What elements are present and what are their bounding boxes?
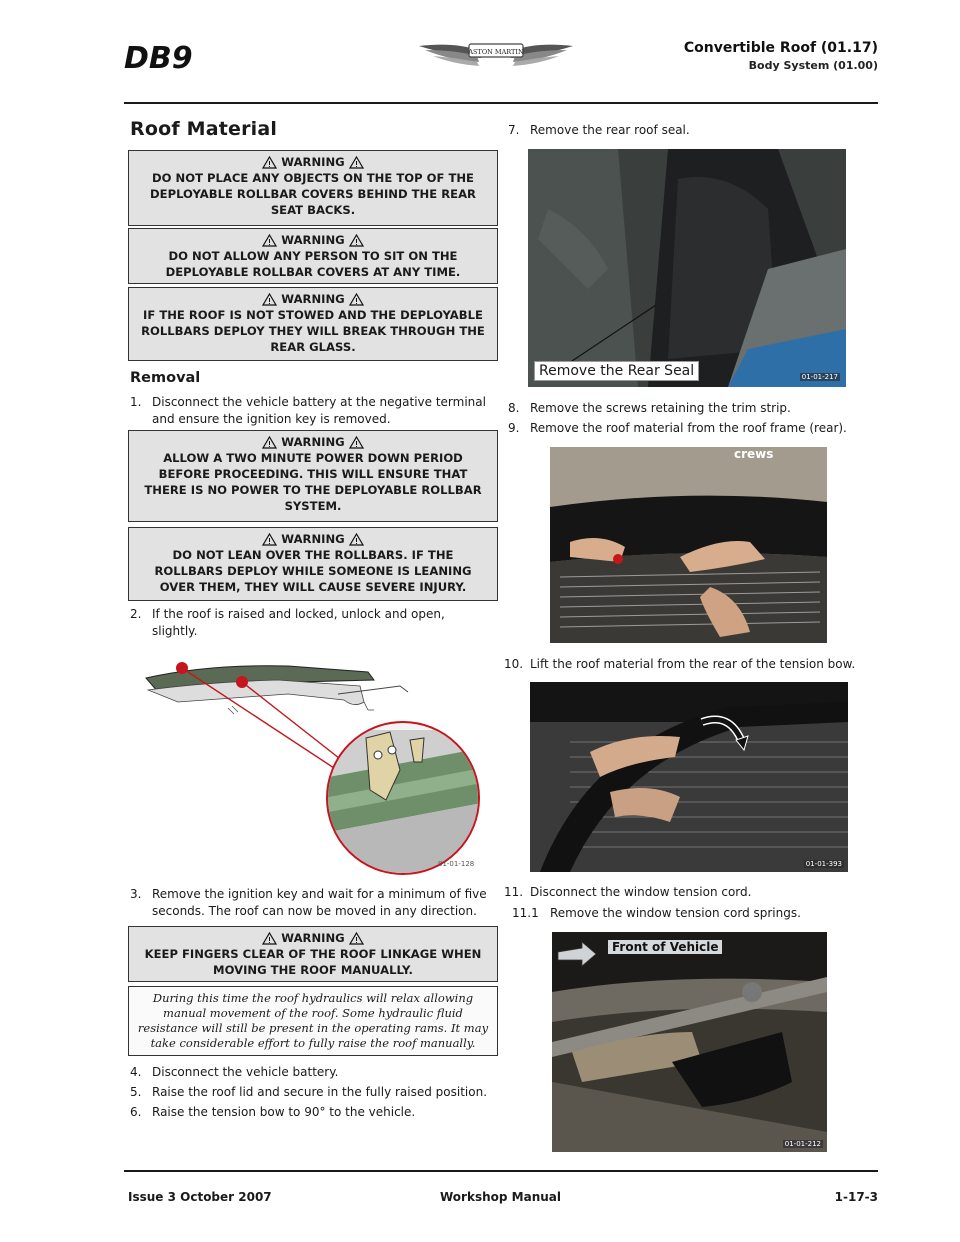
warning-text: DO NOT ALLOW ANY PERSON TO SIT ON THE DEPLOYABLE ROLLBAR COVERS AT ANY TIME. — [165, 249, 461, 279]
header-title: Convertible Roof (01.17) — [683, 40, 878, 56]
warning-heading: WARNING — [281, 292, 345, 306]
step-9: 9. Remove the roof material from the roof frame (rear). — [508, 421, 847, 435]
warning-box-2 — [128, 228, 498, 284]
footer-manual: Workshop Manual — [440, 1190, 561, 1204]
warning-text: KEEP FINGERS CLEAR OF THE ROOF LINKAGE WHEN MOVING THE ROOF MANUALLY. — [144, 947, 482, 977]
roof-hinge-diagram — [138, 650, 488, 875]
step-5: 5. Raise the roof lid and secure in the fully raised position. — [130, 1085, 488, 1099]
warning-box-6 — [128, 926, 498, 982]
svg-text:DB9: DB9 — [124, 41, 193, 76]
svg-text:ASTON MARTIN: ASTON MARTIN — [468, 48, 524, 56]
step-11: 11. Disconnect the window tension cord. — [504, 885, 752, 899]
db9-logo — [124, 34, 244, 78]
warning-heading: WARNING — [281, 532, 345, 546]
step-6: 6. Raise the tension bow to 90° to the vehicle. — [130, 1105, 416, 1119]
header-subtitle: Body System (01.00) — [748, 59, 878, 72]
warning-text: IF THE ROOF IS NOT STOWED AND THE DEPLOYABLE ROLLBARS DEPLOY THEY WILL BREAK THROUGH THE REAR GLASS. — [141, 308, 485, 354]
header-rule — [124, 102, 878, 104]
warning-text: DO NOT PLACE ANY OBJECTS ON THE TOP OF THE DEPLOYABLE ROLLBAR COVERS BEHIND THE REAR SEAT BACKS. — [150, 171, 476, 217]
photo-tension-bow — [530, 682, 848, 872]
warning-triangle-icon — [262, 234, 277, 247]
warning-triangle-icon — [262, 533, 277, 546]
footer-page: 1-17-3 — [834, 1190, 878, 1204]
warning-triangle-icon — [349, 533, 364, 546]
step-3: 3. Remove the ignition key and wait for a minimum of five seconds. The roof can now be moved in any direction. — [130, 887, 487, 918]
footer-rule — [124, 1170, 878, 1172]
warning-triangle-icon — [349, 436, 364, 449]
footer-issue: Issue 3 October 2007 — [128, 1190, 272, 1204]
warning-box-1 — [128, 150, 498, 226]
aston-martin-wings-logo — [415, 36, 577, 74]
warning-heading: WARNING — [281, 931, 345, 945]
photo-rear-seal — [528, 149, 846, 387]
photo-tension-cord — [552, 932, 827, 1152]
screws-label: crews — [734, 447, 774, 461]
header-titles — [684, 40, 878, 72]
warning-heading: WARNING — [281, 155, 345, 169]
step-11-1: 11.1 Remove the window tension cord springs. — [512, 906, 801, 920]
rear-seal-label: Remove the Rear Seal — [534, 361, 699, 381]
warning-box-4 — [128, 430, 498, 522]
step-10: 10. Lift the roof material from the rear of the tension bow. — [504, 657, 856, 671]
figure-code: 01-01-217 — [801, 373, 838, 381]
figure-code: 01-01-393 — [805, 860, 842, 868]
warning-triangle-icon — [262, 293, 277, 306]
front-of-vehicle-label: Front of Vehicle — [608, 940, 722, 954]
warning-triangle-icon — [349, 156, 364, 169]
warning-text: DO NOT LEAN OVER THE ROLLBARS. IF THE ROLLBARS DEPLOY WHILE SOMEONE IS LEANING OVER THEM, THEY WILL CAUSE SEVERE INJURY. — [154, 548, 472, 594]
warning-triangle-icon — [262, 932, 277, 945]
svg-text:01-01-128: 01-01-128 — [438, 860, 475, 868]
step-4: 4. Disconnect the vehicle battery. — [130, 1065, 339, 1079]
warning-triangle-icon — [262, 436, 277, 449]
warning-triangle-icon — [349, 293, 364, 306]
step-1: 1. Disconnect the vehicle battery at the negative terminal and ensure the ignition key is removed. — [130, 395, 486, 426]
hydraulics-note: During this time the roof hydraulics will relax allowing manual movement of the roof. Some hydraulic fluid resistance will still be present in the operating rams. It may take considerable effort to fully raise the roof manually. — [128, 986, 498, 1056]
section-title: Roof Material — [130, 118, 278, 140]
warning-heading: WARNING — [281, 233, 345, 247]
warning-box-3 — [128, 287, 498, 361]
step-2: 2. If the roof is raised and locked, unlock and open, slightly. — [130, 607, 445, 638]
warning-heading: WARNING — [281, 435, 345, 449]
warning-box-5 — [128, 527, 498, 601]
warning-triangle-icon — [349, 932, 364, 945]
removal-heading: Removal — [130, 370, 201, 386]
warning-triangle-icon — [262, 156, 277, 169]
step-8: 8. Remove the screws retaining the trim strip. — [508, 401, 791, 415]
step-7: 7. Remove the rear roof seal. — [508, 123, 690, 137]
figure-code: 01-01-212 — [784, 1140, 821, 1148]
warning-text: ALLOW A TWO MINUTE POWER DOWN PERIOD BEFORE PROCEEDING. THIS WILL ENSURE THAT THERE IS NO POWER TO THE DEPLOYABLE ROLLBAR SYSTEM. — [144, 451, 482, 513]
photo-roof-frame-rear — [550, 447, 827, 643]
warning-triangle-icon — [349, 234, 364, 247]
